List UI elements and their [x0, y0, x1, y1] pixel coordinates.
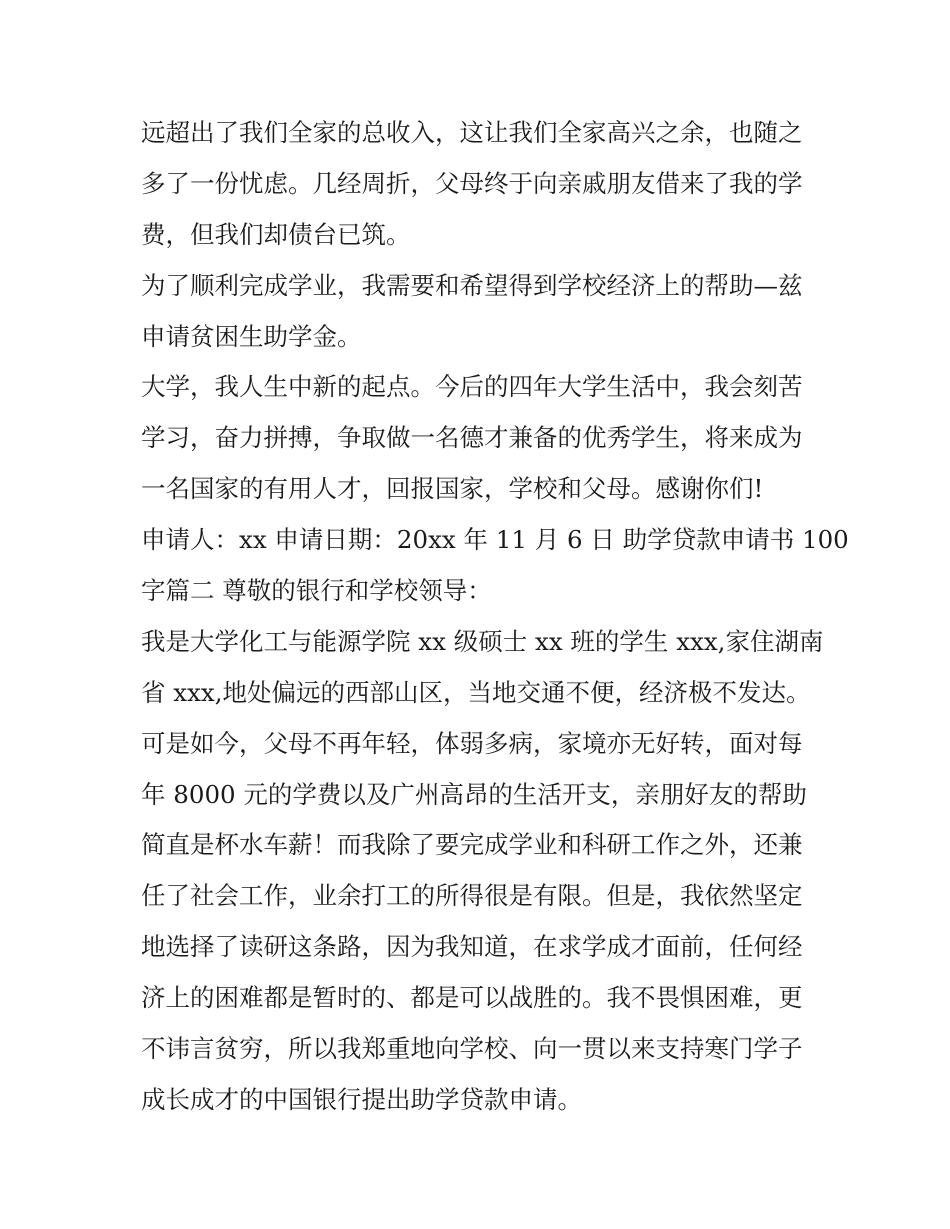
text-line: 年 8000 元的学费以及广州高昂的生活开支，亲朋好友的帮助	[141, 779, 807, 809]
text-line: 大学，我人生中新的起点。今后的四年大学生活中，我会刻苦	[141, 372, 803, 402]
text-line: 远超出了我们全家的总收入，这让我们全家高兴之余，也随之	[141, 118, 803, 147]
text-line: 地选择了读研这条路，因为我知道，在求学成才面前，任何经	[141, 932, 803, 962]
text-line: 费，但我们却债台已筑。	[141, 219, 411, 249]
text-line: 省 xxx,地处偏远的西部山区，当地交通不便，经济极不发达。	[141, 677, 811, 707]
text-line: 为了顺利完成学业，我需要和希望得到学校经济上的帮助—兹	[141, 270, 803, 300]
text-line: 不讳言贫穷，所以我郑重地向学校、向一贯以来支持寒门学子	[141, 1034, 803, 1064]
text-line: 一名国家的有用人才，回报国家，学校和父母。感谢你们!	[141, 474, 764, 504]
document-body	[141, 108, 849, 1126]
text-line: 可是如今，父母不再年轻，体弱多病，家境亦无好转，面对每	[141, 728, 803, 758]
text-line: 学习，奋力拼搏，争取做一名德才兼备的优秀学生，将来成为	[141, 423, 803, 453]
text-line: 济上的困难都是暂时的、都是可以战胜的。我不畏惧困难，更	[141, 983, 803, 1013]
text-line: 成长成才的中国银行提出助学贷款申请。	[141, 1084, 582, 1114]
text-line: 多了一份忧虑。几经周折，父母终于向亲戚朋友借来了我的学	[141, 168, 803, 198]
text-line: 申请贫困生助学金。	[141, 321, 362, 351]
text-line: 任了社会工作，业余打工的所得很是有限。但是，我依然坚定	[141, 881, 803, 911]
text-line: 字篇二 尊敬的银行和学校领导：	[141, 576, 492, 606]
text-line: 我是大学化工与能源学院 xx 级硕士 xx 班的学生 xxx,家住湖南	[141, 626, 824, 656]
text-line: 申请人：xx 申请日期：20xx 年 11 月 6 日 助学贷款申请书 100	[141, 525, 849, 555]
text-line: 简直是杯水车薪！而我除了要完成学业和科研工作之外，还兼	[141, 830, 803, 860]
